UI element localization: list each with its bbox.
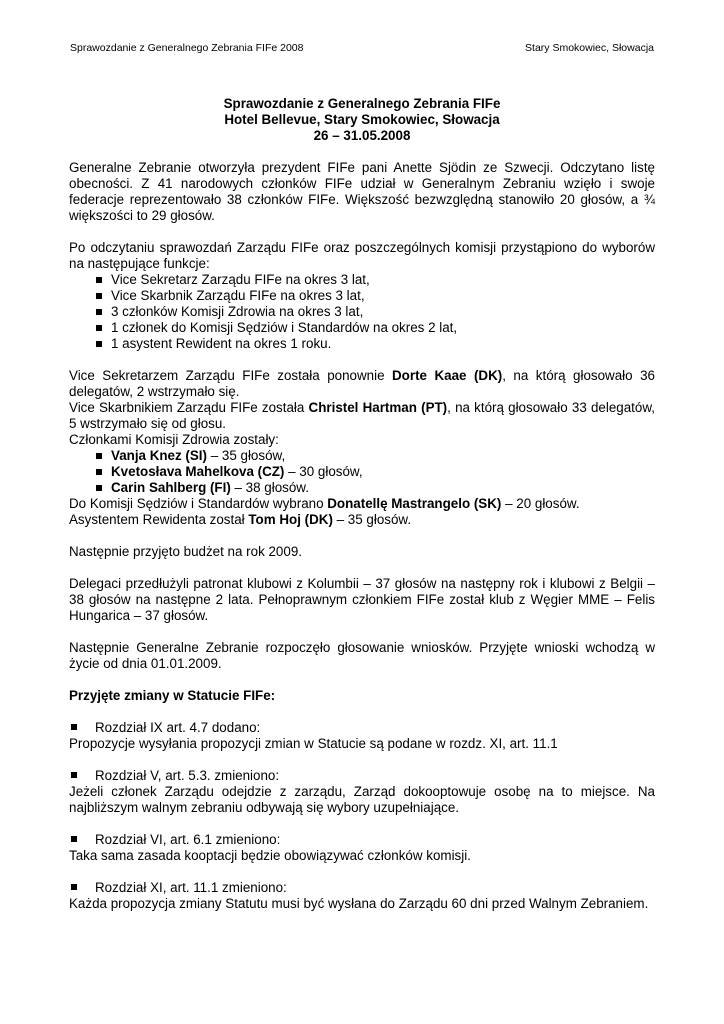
change-title: Rozdział V, art. 5.3. zmieniono:: [69, 768, 655, 784]
bullet-icon: [71, 772, 77, 778]
bullet-icon: [71, 836, 77, 842]
title-line-3: 26 – 31.05.2008: [313, 128, 411, 143]
change-text: Propozycje wysyłania propozycji zmian w Statucie są podane w rozdz. XI, art. 11.1: [69, 736, 558, 751]
change-item: [69, 720, 655, 752]
change-title: Rozdział VI, art. 6.1 zmieniono:: [69, 832, 655, 848]
functions-list: [69, 272, 655, 352]
list-item: 1 asystent Rewident na okres 1 roku.: [93, 336, 655, 352]
running-header-right: Stary Smokowiec, Słowacja: [525, 42, 654, 54]
document-body: [69, 96, 655, 912]
judges-result: Do Komisji Sędziów i Standardów wybrano Donatellę Mastrangelo (SK) – 20 głosów.: [69, 496, 580, 511]
auditor-result: Asystentem Rewidenta został Tom Hoj (DK) – 35 głosów.: [69, 512, 412, 527]
intro-paragraph: Generalne Zebranie otworzyła prezydent FIFe pani Anette Sjödin ze Szwecji. Odczytano listę obecności. Z 41 narodowych członków FIFe udział w Generalnym Zebraniu wzięło i swoje federacje reprezentowało 38 członków FIFe. Większość bezwzględną stanowiło 20 głosów, a ¾ większości to 29 głosów.: [69, 160, 655, 223]
treasurer-result: Vice Skarbnikiem Zarządu FIFe została Christel Hartman (PT), na którą głosowało 33 delegatów, 5 wstrzymało się od głosu.: [69, 400, 655, 431]
list-item: 3 członków Komisji Zdrowia na okres 3 lat,: [93, 304, 655, 320]
health-members-list: [69, 448, 655, 496]
running-header-left: Sprawozdanie z Generalnego Zebrania FIFe 2008: [70, 42, 304, 54]
change-text: Taka sama zasada kooptacji będzie obowiązywać członków komisji.: [69, 848, 471, 863]
list-item: Vice Skarbnik Zarządu FIFe na okres 3 lat,: [93, 288, 655, 304]
list-item: Vanja Knez (SI) – 35 głosów,: [93, 448, 655, 464]
change-item: [69, 768, 655, 816]
secretary-result: Vice Sekretarzem Zarządu FIFe została ponownie Dorte Kaae (DK), na którą głosowało 36 delegatów, 2 wstrzymało się.: [69, 368, 655, 399]
title-line-1: Sprawozdanie z Generalnego Zebrania FIFe: [223, 96, 501, 111]
change-text: Każda propozycja zmiany Statutu musi być wysłana do Zarządu 60 dni przed Walnym Zebraniem.: [69, 896, 649, 911]
motions-paragraph: Następnie Generalne Zebranie rozpoczęło głosowanie wniosków. Przyjęte wnioski wchodzą w życie od dnia 01.01.2009.: [69, 640, 655, 671]
list-item: Vice Sekretarz Zarządu FIFe na okres 3 lat,: [93, 272, 655, 288]
change-title: Rozdział IX art. 4.7 dodano:: [69, 720, 655, 736]
list-item: Carin Sahlberg (FI) – 38 głosów.: [93, 480, 655, 496]
bullet-icon: [71, 884, 77, 890]
document-title: [69, 96, 655, 144]
change-item: [69, 880, 655, 912]
patronage-paragraph: Delegaci przedłużyli patronat klubowi z Kolumbii – 37 głosów na następny rok i klubowi z Belgii – 38 głosów na następne 2 lata. Pełnoprawnym członkiem FIFe został klub z Węgier MME – Felis Hungarica – 37 głosów.: [69, 576, 655, 623]
elections-intro: Po odczytaniu sprawozdań Zarządu FIFe oraz poszczególnych komisji przystąpiono do wyborów na następujące funkcje:: [69, 240, 655, 271]
title-line-2: Hotel Bellevue, Stary Smokowiec, Słowacja: [224, 112, 500, 127]
change-text: Jeżeli członek Zarządu odejdzie z zarządu, Zarząd dokooptowuje osobę na to miejsce. Na najbliższym walnym zebraniu odbywają się wybory uzupełniające.: [69, 784, 655, 815]
list-item: 1 członek do Komisji Sędziów i Standardów na okres 2 lat,: [93, 320, 655, 336]
bullet-icon: [71, 724, 77, 730]
health-intro: Członkami Komisji Zdrowia zostały:: [69, 432, 279, 447]
budget-paragraph: Następnie przyjęto budżet na rok 2009.: [69, 544, 302, 559]
change-title: Rozdział XI, art. 11.1 zmieniono:: [69, 880, 655, 896]
changes-heading: Przyjęte zmiany w Statucie FIFe:: [69, 688, 276, 703]
list-item: Kvetosłava Mahelkova (CZ) – 30 głosów,: [93, 464, 655, 480]
change-item: [69, 832, 655, 864]
